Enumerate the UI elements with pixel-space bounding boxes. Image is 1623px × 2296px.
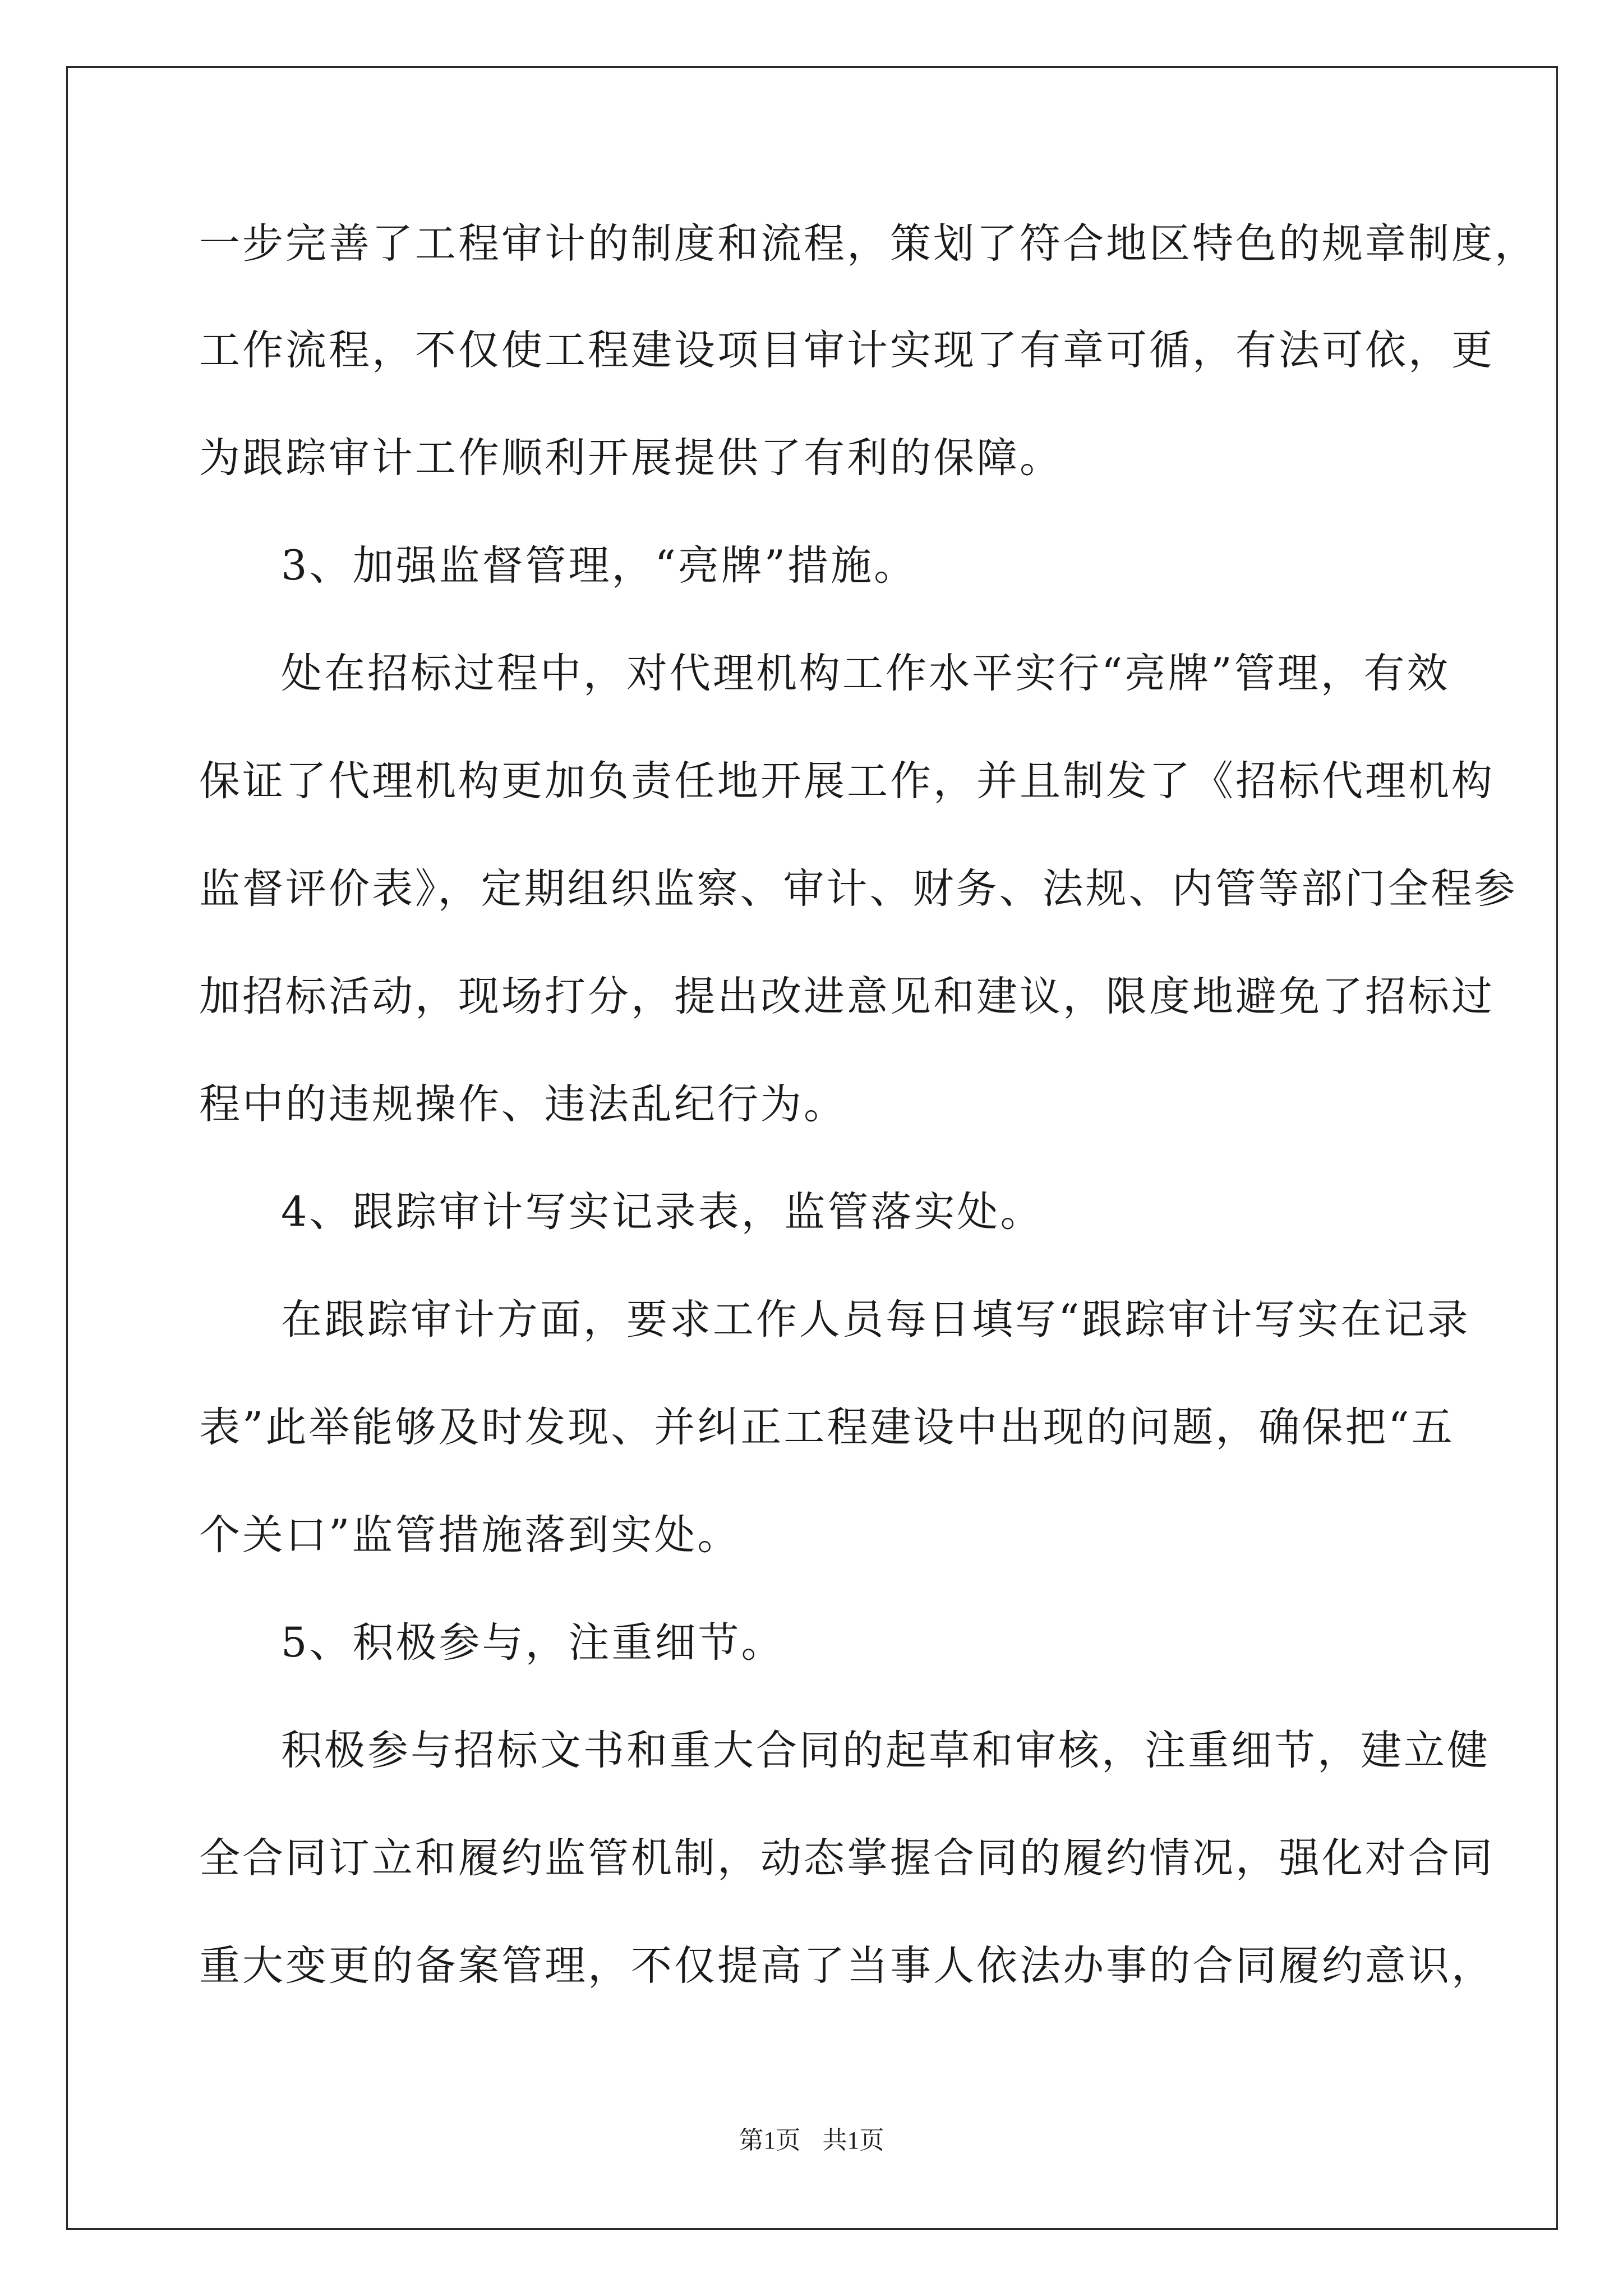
text-line: 工作流程，不仅使工程建设项目审计实现了有章可循，有法可依，更: [199, 326, 1495, 374]
text-line: 加招标活动，现场打分，提出改进意见和建议，限度地避免了招标过: [199, 973, 1495, 1020]
text-line: 重大变更的备案管理，不仅提高了当事人依法办事的合同履约意识，: [199, 1942, 1495, 1990]
text-line: 程中的违规操作、违法乱纪行为。: [199, 1080, 847, 1128]
page-border: [66, 66, 1558, 2230]
page-footer: [0, 2124, 1623, 2157]
text-line: 一步完善了工程审计的制度和流程，策划了符合地区特色的规章制度，: [199, 220, 1538, 268]
text-line: 个关口”监管措施落到实处。: [199, 1511, 741, 1559]
text-line: 积极参与招标文书和重大合同的起草和审核，注重细节，建立健: [281, 1727, 1490, 1774]
page-total: 共1页: [822, 2127, 884, 2154]
text-line: 为跟踪审计工作顺利开展提供了有利的保障。: [199, 434, 1063, 482]
text-line: 全合同订立和履约监管机制，动态掌握合同的履约情况，强化对合同: [199, 1834, 1495, 1882]
text-line: 在跟踪审计方面，要求工作人员每日填写“跟踪审计写实在记录: [281, 1296, 1470, 1343]
text-line: 处在招标过程中，对代理机构工作水平实行“亮牌”管理，有效: [281, 650, 1450, 697]
text-line: 保证了代理机构更加负责任地开展工作，并且制发了《招标代理机构: [199, 757, 1495, 805]
page-number: 第1页: [739, 2127, 801, 2154]
text-line: 表”此举能够及时发现、并纠正工程建设中出现的问题，确保把“五: [199, 1404, 1455, 1451]
section-heading: 4、跟踪审计写实记录表，监管落实处。: [281, 1188, 1044, 1236]
text-line: 监督评价表》，定期组织监察、审计、财务、法规、内管等部门全程参: [199, 865, 1518, 913]
section-heading: 3、加强监督管理，“亮牌”措施。: [281, 542, 917, 590]
section-heading: 5、积极参与，注重细节。: [281, 1619, 785, 1667]
